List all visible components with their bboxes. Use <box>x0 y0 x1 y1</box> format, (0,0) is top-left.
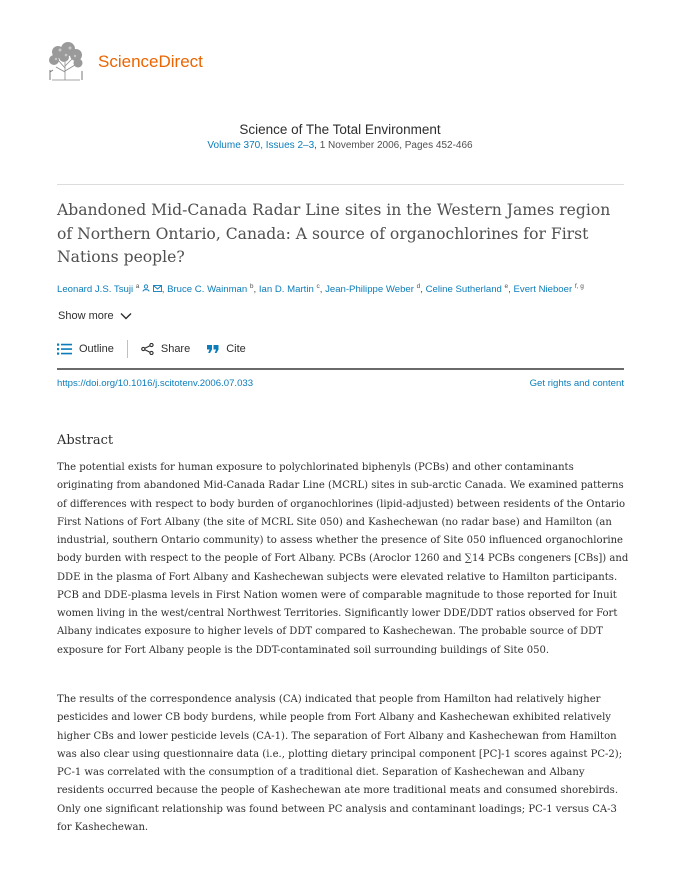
journal-meta <box>0 140 680 151</box>
journal-info <box>0 122 680 151</box>
author-link[interactable]: Ian D. Martin <box>258 284 314 296</box>
email-icon[interactable] <box>153 285 162 292</box>
volume-issue-link[interactable]: Volume 370, Issues 2–3 <box>207 140 315 151</box>
share-icon <box>141 343 154 355</box>
divider <box>57 368 624 370</box>
author-link[interactable]: Jean-Philippe Weber <box>325 284 414 296</box>
abstract-heading: Abstract <box>57 433 114 448</box>
cite-label: Cite <box>226 343 246 355</box>
abstract-paragraph: The results of the correspondence analysis (CA) indicated that people from Hamilton had relatively higher pesticides and lower CB body burdens, while people from Fort Albany and Kashechewan exhibited relatively higher CBs and lower pesticide levels (CA-1). The separation of Fort Albany and Kashechewan from Hamilton was also clear using questionnaire data (i.e., plotting dietary principal component [PC]-1 scores against PC-2); PC-1 was correlated with the consumption of a traditional diet. Separation of Kashechewan and Albany residents occurred because the people of Kashechewan ate more traditional meats and consumed shorebirds. Only one significant relationship was found between PC analysis and contaminant loadings; PC-1 versus CA-3 for Kashechewan. <box>57 694 623 833</box>
author-list: Leonard J.S. Tsuji $^a$ , Bruce C. Wainman $^b$, Ian D. Martin $^c$, Jean-Philippe Weber $^d$, Celine Sutherland $^e$, Evert Nieboer $^{f, g}$ <box>57 283 584 296</box>
outline-label: Outline <box>79 343 114 355</box>
affiliation-marker[interactable]: c <box>316 283 320 290</box>
site-header <box>44 40 203 84</box>
show-more-button[interactable] <box>58 310 132 322</box>
affiliation-marker[interactable]: d <box>416 283 421 290</box>
affiliation-marker[interactable]: b <box>249 283 254 290</box>
cite-button[interactable] <box>207 343 246 355</box>
divider <box>57 184 624 185</box>
article-title: Abandoned Mid-Canada Radar Line sites in the Western James region of Northern Ontario, Canada: A source of organochlorines for First Nations people? <box>57 201 611 266</box>
share-button[interactable] <box>141 343 190 355</box>
author-link[interactable]: Celine Sutherland <box>425 284 502 296</box>
date-pages: , 1 November 2006, Pages 452-466 <box>314 140 473 151</box>
person-icon[interactable] <box>142 284 150 292</box>
author-link[interactable]: Evert Nieboer <box>513 284 573 296</box>
share-label: Share <box>160 343 191 355</box>
quote-icon <box>207 344 219 354</box>
outline-list-icon <box>57 343 72 355</box>
outline-button[interactable] <box>57 343 114 355</box>
affiliation-marker[interactable]: e <box>504 283 509 290</box>
rights-link[interactable]: Get rights and content <box>529 378 624 389</box>
affiliation-marker[interactable]: a <box>135 283 140 290</box>
article-toolbar <box>57 340 246 358</box>
abstract-paragraph: The potential exists for human exposure to polychlorinated biphenyls (PCBs) and other contaminants originating from abandoned Mid-Canada Radar Line (MCRL) sites in sub-arctic Canada. We examined patterns of differences with respect to body burden of organochlorines (lipid-adjusted) between residents of the Ontario First Nations of Fort Albany (the site of MCRL Site 050) and Kashechewan (no radar base) and Hamilton (an industrial, southern Ontario community) to assess whether the presence of Site 050 influenced organochlorine body burden with respect to the people of Fort Albany. PCBs (Aroclor 1260 and ∑14 PCBs congeners [CBs]) and DDE in the plasma of Fort Albany and Kashechewan subjects were elevated relative to Hamilton participants. PCB and DDE-plasma levels in First Nation women were of comparable magnitude to those reported for Inuit women living in the west/central Northwest Territories. Significantly lower DDE/DDT ratios observed for Fort Albany indicates exposure to higher levels of DDT compared to Kashechewan. The probable source of DDT exposure for Fort Albany people is the DDT-contaminated soil surrounding buildings of Site 050. <box>57 462 629 656</box>
affiliation-marker[interactable]: f, g <box>574 283 584 290</box>
journal-name-link[interactable]: Science of The Total Environment <box>239 122 441 137</box>
author-link[interactable]: Bruce C. Wainman <box>167 284 248 296</box>
brand-name[interactable]: ScienceDirect <box>98 52 203 71</box>
show-more-label: Show more <box>58 310 114 322</box>
elsevier-tree-icon[interactable] <box>44 40 88 84</box>
author-link[interactable]: Leonard J.S. Tsuji <box>57 284 134 296</box>
doi-link[interactable]: https://doi.org/10.1016/j.scitotenv.2006.07.033 <box>57 378 254 389</box>
chevron-down-icon <box>120 312 132 320</box>
toolbar-divider <box>127 340 128 358</box>
